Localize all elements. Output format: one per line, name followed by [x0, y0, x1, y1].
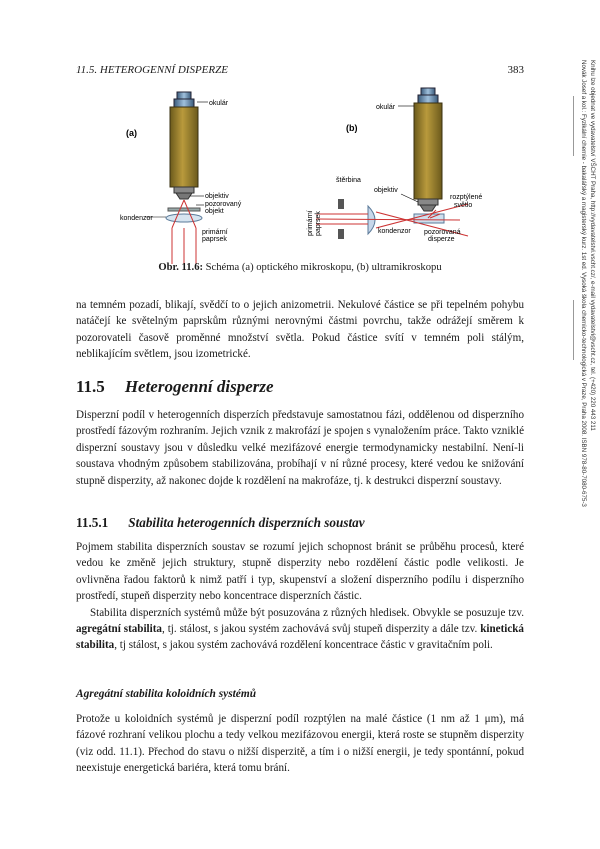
panel-b-label: (b): [346, 123, 358, 133]
paragraph-5-text: Protože u koloidních systémů je disperzní podíl rozptýlen na malé částice (1 nm až 1 μm), má fázové rozhraní velikou plochu a tedy velkou mezifázovou energii, která roste se stupněm disperzity (viz odd. 11.1). Přechod do stavu o nižší disperzitě, a tím i o nižší energii, je tedy spontánní, pokud neexistuje energetická bariéra, která tomu brání.: [76, 713, 524, 775]
subsection-number: 11.5.1: [76, 515, 109, 530]
label-b-pozorovana-1: pozorovaná: [424, 229, 461, 236]
term-agregatni-stabilita: agregátní stabilita: [76, 623, 162, 636]
p4-a: Stabilita disperzních systémů může být posuzována z různých hledisek. Obvykle se posuzuje tzv.: [90, 606, 524, 619]
paragraph-1-text: na temném pozadí, blikají, svědčí to o jejich anizometrii. Nekulové částice se při tepelném pohybu natáčejí ke světelným paprskům různými nerovnými částmi povrchu, takže odrážejí směrem k pozorovateli časově proměnné množství světla. Pokud částice svítí v temném poli stálým, neblikajícím světlem, jsou izometrické.: [76, 299, 524, 361]
caption-label: Obr. 11.6:: [158, 262, 204, 273]
label-b-kondenzor: kondenzor: [378, 228, 411, 235]
paragraph-anizometrie: [76, 297, 524, 363]
label-a-objektiv: objektiv: [205, 193, 229, 200]
side-line-2: Knihu lze objednat ve vydavatelství VŠCHT Praha, http://vydavatelstvi.vscht.cz/, e-mail vydavatelstvi@vscht.cz, tel. (+420) 220 443 211: [589, 60, 596, 431]
section-number: 11.5: [76, 377, 105, 396]
page-number: 383: [507, 64, 524, 76]
paragraph-stabilita: [76, 539, 524, 654]
paragraph-2-text: Disperzní podíl v heterogenních disperzích představuje samostatnou fázi, oddělenou od disperzního prostředí fázovým rozhraním. Jejich vznik z makrofází je spojen s vynaložením práce. Takto vzniklé disperzní soustavy jsou v důsledku velké mezifázové energie termodynamicky nestabilní. Není-li soustava vhodným způsobem stabilizována, probíhají v ní různé procesy, které vedou ke snižování stupně disperzity, až nakonec dojde k rozdělení na makrofáze, tj. k destrukci disperzní soustavy.: [76, 409, 524, 487]
term-kineticka-stabilita: kinetická stabilita: [76, 623, 524, 652]
side-copyright-note: [579, 60, 597, 600]
microscope-a: [166, 92, 202, 264]
label-b-pozorovana-2: disperze: [428, 236, 455, 243]
label-b-sterbina: štěrbina: [336, 177, 361, 184]
subsection-title: Stabilita heterogenních disperzních soustav: [128, 515, 365, 530]
side-rule-2: [573, 300, 574, 360]
paragraph-heterogenni: [76, 407, 524, 489]
label-b-objektiv: objektiv: [374, 187, 398, 194]
label-b-rozptylene-1: rozptýlené: [450, 194, 483, 201]
label-a-pozorovany-1: pozorovaný: [205, 201, 242, 208]
paragraph-agregatni: [76, 711, 524, 777]
subsubsection-heading: Agregátní stabilita koloidních systémů: [76, 688, 257, 700]
caption-text: Schéma (a) optického mikroskopu, (b) ultramikroskopu: [203, 262, 442, 273]
p4-e: , tj stálost, s jakou systém zachovává rozdělení koncentrace částic v gravitačním poli.: [114, 639, 493, 652]
label-b-primarni-1: primární: [307, 210, 314, 236]
label-b-rozptylene-2: světlo: [454, 202, 473, 209]
side-rule-1: [573, 96, 574, 156]
label-b-primarni-2: paprsek: [315, 211, 322, 236]
figure-microscopes: [76, 86, 524, 266]
label-b-okular: okulár: [376, 104, 396, 111]
running-header: [76, 64, 524, 76]
label-a-primarni-1: primární: [202, 229, 228, 236]
header-section: 11.5. HETEROGENNÍ DISPERZE: [76, 64, 228, 76]
panel-a-label: (a): [126, 128, 137, 138]
paragraph-4: [76, 605, 524, 654]
label-a-primarni-2: paprsek: [202, 236, 227, 243]
side-line-1: Novák Josef a kol.: Fyzikální chemie - bakalářský a magisterský kurz. 1st ed. Vysoká škola chemicko-technologická v Praze, Praha 2008. ISBN 978-80-7080-675-3: [580, 60, 587, 507]
paragraph-3-text: Pojmem stabilita disperzních soustav se rozumí jejich schopnost bránit se průběhu procesů, které vedou ke změně jejich struktury, stupně disperzity nebo rozdělení částic podle velikosti. Je ovlivněna řadou faktorů k nimž patří i typ, skupenství a složení disperzního podílu i disperzního prostředí, stupeň disperzity nebo koncentrace disperzních částic.: [76, 541, 524, 603]
label-a-pozorovany-2: objekt: [205, 208, 224, 215]
label-a-okular: okulár: [209, 100, 229, 107]
p4-c: , tj. stálost, s jakou systém zachovává svůj stupeň disperzity a dále tzv.: [161, 623, 481, 636]
microscope-diagram: [76, 86, 524, 266]
figure-caption: [76, 262, 524, 273]
section-heading: [76, 377, 274, 397]
label-a-kondenzor: kondenzor: [120, 215, 153, 222]
section-title: Heterogenní disperze: [124, 377, 274, 396]
subsection-heading: [76, 515, 365, 531]
